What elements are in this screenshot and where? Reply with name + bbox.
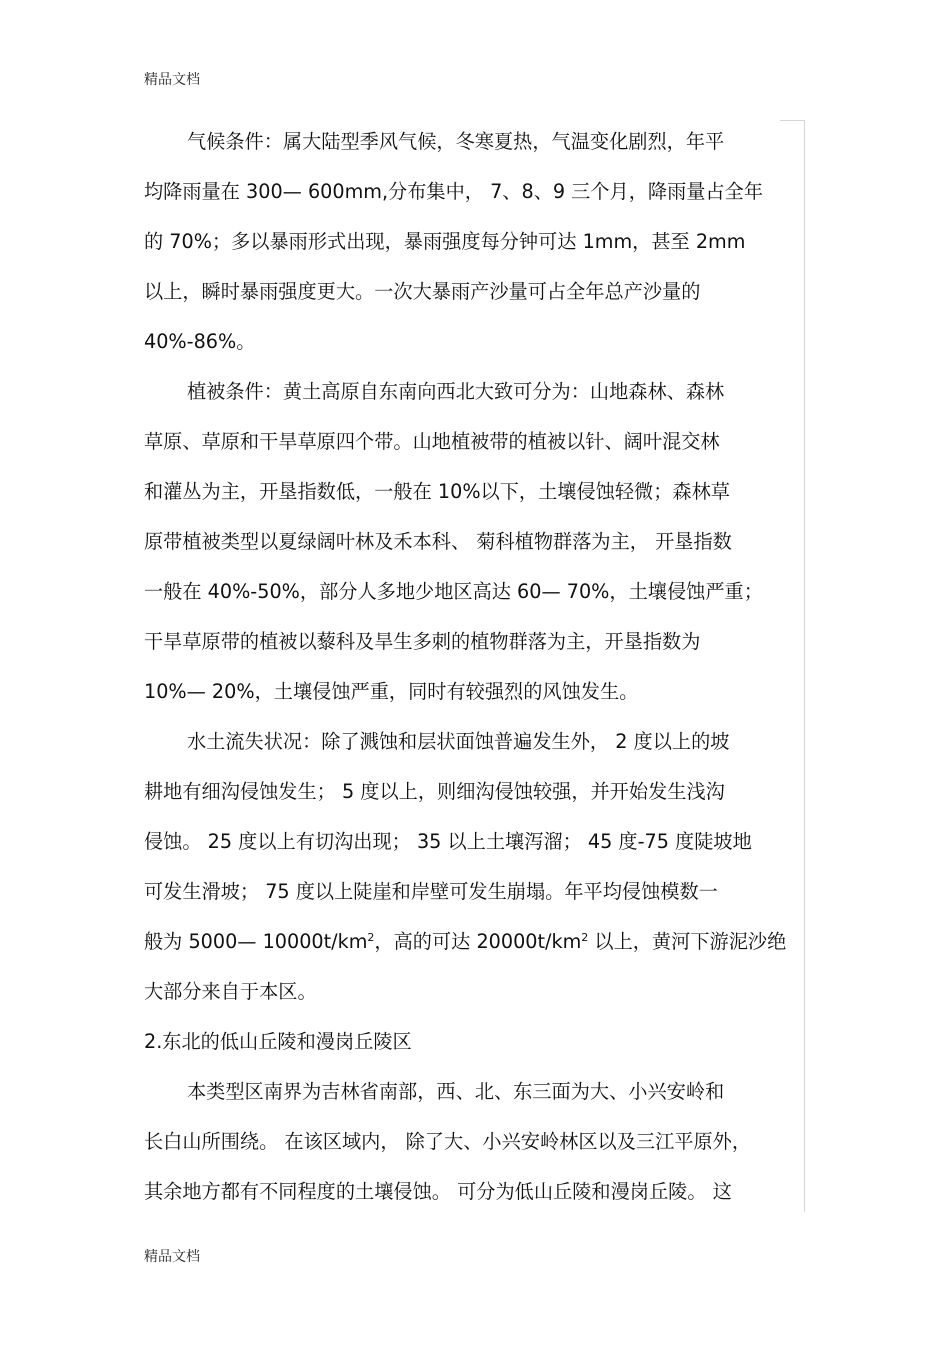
paragraph-line: 的 70%；多以暴雨形式出现，暴雨强度每分钟可达 1mm，甚至 2mm (144, 230, 746, 253)
paragraph-line: 干旱草原带的植被以藜科及旱生多刺的植物群落为主，开垦指数为 (144, 630, 701, 653)
paragraph-line: 以上，瞬时暴雨强度更大。一次大暴雨产沙量可占全年总产沙量的 (144, 280, 701, 303)
superscript: 2 (367, 931, 375, 944)
text-segment: 以上，黄河下游泥沙绝 (588, 930, 787, 953)
page-footer-watermark: 精品文档 (144, 1249, 200, 1265)
paragraph-line: 40%-86%。 (144, 330, 256, 353)
document-body (144, 117, 812, 1217)
paragraph-line: 一般在 40%-50%，部分人多地少地区高达 60— 70%，土壤侵蚀严重； (144, 580, 763, 603)
paragraph-line: 草原、草原和干旱草原四个带。山地植被带的植被以针、阔叶混交林 (144, 430, 720, 453)
paragraph-line: 本类型区南界为吉林省南部，西、北、东三面为大、小兴安岭和 (187, 1080, 725, 1103)
paragraph-line: 侵蚀。 25 度以上有切沟出现； 35 以上土壤泻溜； 45 度-75 度陡坡地 (144, 830, 752, 853)
paragraph-line: 可发生滑坡； 75 度以上陡崖和岸壁可发生崩塌。年平均侵蚀模数一 (144, 880, 718, 903)
paragraph-line: 其余地方都有不同程度的土壤侵蚀。 可分为低山丘陵和漫岗丘陵。 这 (144, 1180, 732, 1203)
page-header-watermark: 精品文档 (144, 72, 200, 88)
paragraph-line-with-superscripts (144, 917, 812, 967)
paragraph-line: 植被条件：黄土高原自东南向西北大致可分为：山地森林、森林 (187, 380, 725, 403)
paragraph-line: 和灌丛为主，开垦指数低，一般在 10%以下，土壤侵蚀轻微；森林草 (144, 480, 730, 503)
paragraph-line: 10%— 20%，土壤侵蚀严重，同时有较强烈的风蚀发生。 (144, 680, 639, 703)
text-segment: 般为 5000— 10000t/km (144, 930, 368, 953)
paragraph-line: 大部分来自于本区。 (144, 980, 317, 1003)
paragraph-line: 气候条件：属大陆型季风气候，冬寒夏热，气温变化剧烈，年平 (187, 130, 725, 153)
paragraph-line: 耕地有细沟侵蚀发生； 5 度以上，则细沟侵蚀较强，并开始发生浅沟 (144, 780, 725, 803)
paragraph-line: 水土流失状况：除了溅蚀和层状面蚀普遍发生外， 2 度以上的坡 (187, 730, 730, 753)
paragraph-line: 长白山所围绕。 在该区域内， 除了大、小兴安岭林区以及三江平原外， (144, 1130, 752, 1153)
paragraph-line: 均降雨量在 300— 600mm,分布集中， 7、8、9 三个月，降雨量占全年 (144, 180, 764, 203)
paragraph-line: 原带植被类型以夏绿阔叶林及禾本科、 菊科植物群落为主， 开垦指数 (144, 530, 732, 553)
superscript: 2 (581, 931, 589, 944)
text-segment: ，高的可达 20000t/km (374, 930, 582, 953)
section-heading: 2.东北的低山丘陵和漫岗丘陵区 (144, 1030, 412, 1053)
